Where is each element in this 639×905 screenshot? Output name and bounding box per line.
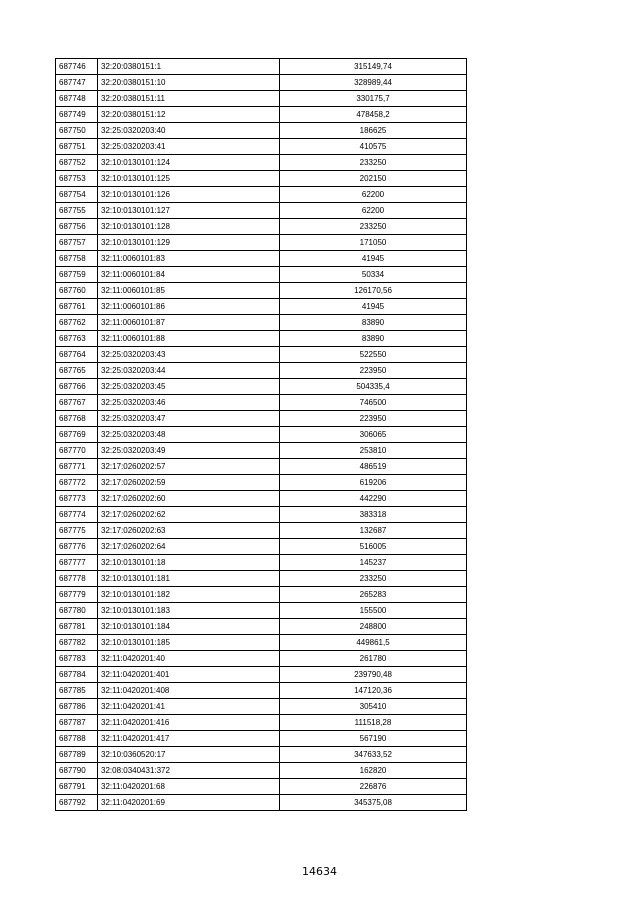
table-row (56, 299, 467, 315)
table-row (56, 555, 467, 571)
row-id-cell: 687754 (56, 187, 98, 203)
cadastral-number-cell: 32:10:0130101:126 (98, 187, 280, 203)
row-id-cell: 687760 (56, 283, 98, 299)
row-id-cell: 687787 (56, 715, 98, 731)
table-row (56, 571, 467, 587)
row-id-cell: 687785 (56, 683, 98, 699)
table-row (56, 795, 467, 811)
table-row (56, 315, 467, 331)
cadastral-number-cell: 32:11:0420201:401 (98, 667, 280, 683)
row-id-cell: 687782 (56, 635, 98, 651)
row-id-cell: 687766 (56, 379, 98, 395)
value-cell: 62200 (280, 187, 467, 203)
value-cell: 261780 (280, 651, 467, 667)
cadastral-number-cell: 32:11:0420201:408 (98, 683, 280, 699)
table-row (56, 91, 467, 107)
row-id-cell: 687756 (56, 219, 98, 235)
row-id-cell: 687748 (56, 91, 98, 107)
table-row (56, 395, 467, 411)
row-id-cell: 687761 (56, 299, 98, 315)
table-row (56, 507, 467, 523)
value-cell: 41945 (280, 299, 467, 315)
row-id-cell: 687755 (56, 203, 98, 219)
value-cell: 233250 (280, 571, 467, 587)
row-id-cell: 687747 (56, 75, 98, 91)
value-cell: 223950 (280, 411, 467, 427)
cadastral-number-cell: 32:25:0320203:49 (98, 443, 280, 459)
value-cell: 233250 (280, 219, 467, 235)
row-id-cell: 687773 (56, 491, 98, 507)
cadastral-number-cell: 32:10:0130101:129 (98, 235, 280, 251)
table-row (56, 155, 467, 171)
table-row (56, 267, 467, 283)
cadastral-number-cell: 32:20:0380151:11 (98, 91, 280, 107)
cadastral-number-cell: 32:25:0320203:44 (98, 363, 280, 379)
row-id-cell: 687777 (56, 555, 98, 571)
records-table (55, 58, 467, 811)
table-row (56, 107, 467, 123)
cadastral-number-cell: 32:08:0340431:372 (98, 763, 280, 779)
cadastral-number-cell: 32:11:0420201:41 (98, 699, 280, 715)
row-id-cell: 687786 (56, 699, 98, 715)
row-id-cell: 687767 (56, 395, 98, 411)
value-cell: 223950 (280, 363, 467, 379)
value-cell: 147120,36 (280, 683, 467, 699)
table-row (56, 475, 467, 491)
value-cell: 328989,44 (280, 75, 467, 91)
value-cell: 126170,56 (280, 283, 467, 299)
table-row (56, 379, 467, 395)
value-cell: 305410 (280, 699, 467, 715)
row-id-cell: 687775 (56, 523, 98, 539)
value-cell: 265283 (280, 587, 467, 603)
value-cell: 449861,5 (280, 635, 467, 651)
cadastral-number-cell: 32:10:0130101:182 (98, 587, 280, 603)
cadastral-number-cell: 32:10:0130101:184 (98, 619, 280, 635)
row-id-cell: 687778 (56, 571, 98, 587)
cadastral-number-cell: 32:20:0380151:10 (98, 75, 280, 91)
row-id-cell: 687759 (56, 267, 98, 283)
table-row (56, 139, 467, 155)
value-cell: 83890 (280, 315, 467, 331)
cadastral-number-cell: 32:17:0260202:60 (98, 491, 280, 507)
value-cell: 619206 (280, 475, 467, 491)
value-cell: 253810 (280, 443, 467, 459)
cadastral-number-cell: 32:11:0060101:85 (98, 283, 280, 299)
cadastral-number-cell: 32:11:0420201:417 (98, 731, 280, 747)
cadastral-number-cell: 32:11:0060101:83 (98, 251, 280, 267)
page-number: 14634 (302, 865, 337, 878)
row-id-cell: 687770 (56, 443, 98, 459)
value-cell: 567190 (280, 731, 467, 747)
table-row (56, 635, 467, 651)
table-row (56, 411, 467, 427)
table-row (56, 651, 467, 667)
value-cell: 345375,08 (280, 795, 467, 811)
row-id-cell: 687776 (56, 539, 98, 555)
table-row (56, 219, 467, 235)
value-cell: 522550 (280, 347, 467, 363)
cadastral-number-cell: 32:17:0260202:59 (98, 475, 280, 491)
value-cell: 41945 (280, 251, 467, 267)
cadastral-number-cell: 32:10:0360520:17 (98, 747, 280, 763)
row-id-cell: 687746 (56, 59, 98, 75)
cadastral-number-cell: 32:17:0260202:63 (98, 523, 280, 539)
row-id-cell: 687763 (56, 331, 98, 347)
value-cell: 111518,28 (280, 715, 467, 731)
table-row (56, 75, 467, 91)
row-id-cell: 687749 (56, 107, 98, 123)
row-id-cell: 687757 (56, 235, 98, 251)
value-cell: 155500 (280, 603, 467, 619)
row-id-cell: 687753 (56, 171, 98, 187)
table-row (56, 427, 467, 443)
row-id-cell: 687751 (56, 139, 98, 155)
row-id-cell: 687765 (56, 363, 98, 379)
value-cell: 239790,48 (280, 667, 467, 683)
value-cell: 171050 (280, 235, 467, 251)
cadastral-number-cell: 32:10:0130101:125 (98, 171, 280, 187)
table-row (56, 539, 467, 555)
table-row (56, 619, 467, 635)
cadastral-number-cell: 32:25:0320203:43 (98, 347, 280, 363)
value-cell: 383318 (280, 507, 467, 523)
row-id-cell: 687762 (56, 315, 98, 331)
table-row (56, 363, 467, 379)
cadastral-number-cell: 32:20:0380151:12 (98, 107, 280, 123)
value-cell: 162820 (280, 763, 467, 779)
cadastral-number-cell: 32:11:0420201:68 (98, 779, 280, 795)
row-id-cell: 687780 (56, 603, 98, 619)
row-id-cell: 687768 (56, 411, 98, 427)
value-cell: 478458,2 (280, 107, 467, 123)
cadastral-number-cell: 32:25:0320203:45 (98, 379, 280, 395)
cadastral-number-cell: 32:11:0060101:86 (98, 299, 280, 315)
table-row (56, 171, 467, 187)
table-row (56, 715, 467, 731)
cadastral-number-cell: 32:17:0260202:64 (98, 539, 280, 555)
cadastral-number-cell: 32:11:0060101:88 (98, 331, 280, 347)
table-row (56, 683, 467, 699)
cadastral-number-cell: 32:11:0420201:416 (98, 715, 280, 731)
row-id-cell: 687783 (56, 651, 98, 667)
value-cell: 306065 (280, 427, 467, 443)
cadastral-number-cell: 32:11:0060101:84 (98, 267, 280, 283)
value-cell: 410575 (280, 139, 467, 155)
value-cell: 62200 (280, 203, 467, 219)
cadastral-number-cell: 32:25:0320203:46 (98, 395, 280, 411)
table-row (56, 459, 467, 475)
cadastral-number-cell: 32:10:0130101:124 (98, 155, 280, 171)
cadastral-number-cell: 32:17:0260202:57 (98, 459, 280, 475)
row-id-cell: 687771 (56, 459, 98, 475)
row-id-cell: 687789 (56, 747, 98, 763)
value-cell: 132687 (280, 523, 467, 539)
cadastral-number-cell: 32:25:0320203:40 (98, 123, 280, 139)
row-id-cell: 687791 (56, 779, 98, 795)
cadastral-number-cell: 32:25:0320203:48 (98, 427, 280, 443)
value-cell: 330175,7 (280, 91, 467, 107)
cadastral-number-cell: 32:11:0060101:87 (98, 315, 280, 331)
cadastral-number-cell: 32:10:0130101:127 (98, 203, 280, 219)
table-row (56, 251, 467, 267)
value-cell: 347633,52 (280, 747, 467, 763)
value-cell: 486519 (280, 459, 467, 475)
cadastral-number-cell: 32:10:0130101:128 (98, 219, 280, 235)
value-cell: 233250 (280, 155, 467, 171)
cadastral-number-cell: 32:10:0130101:183 (98, 603, 280, 619)
table-row (56, 731, 467, 747)
row-id-cell: 687758 (56, 251, 98, 267)
table-row (56, 747, 467, 763)
row-id-cell: 687790 (56, 763, 98, 779)
cadastral-number-cell: 32:10:0130101:181 (98, 571, 280, 587)
cadastral-number-cell: 32:20:0380151:1 (98, 59, 280, 75)
row-id-cell: 687772 (56, 475, 98, 491)
value-cell: 248800 (280, 619, 467, 635)
row-id-cell: 687769 (56, 427, 98, 443)
table-row (56, 331, 467, 347)
table-row (56, 59, 467, 75)
table-row (56, 443, 467, 459)
cadastral-number-cell: 32:10:0130101:18 (98, 555, 280, 571)
cadastral-number-cell: 32:25:0320203:41 (98, 139, 280, 155)
row-id-cell: 687781 (56, 619, 98, 635)
row-id-cell: 687779 (56, 587, 98, 603)
table-row (56, 203, 467, 219)
row-id-cell: 687784 (56, 667, 98, 683)
value-cell: 145237 (280, 555, 467, 571)
row-id-cell: 687792 (56, 795, 98, 811)
row-id-cell: 687750 (56, 123, 98, 139)
table-row (56, 235, 467, 251)
table-row (56, 283, 467, 299)
table-row (56, 779, 467, 795)
table-row (56, 187, 467, 203)
value-cell: 504335,4 (280, 379, 467, 395)
table-row (56, 491, 467, 507)
table-row (56, 763, 467, 779)
value-cell: 226876 (280, 779, 467, 795)
value-cell: 186625 (280, 123, 467, 139)
records-table-body (56, 59, 467, 811)
table-row (56, 603, 467, 619)
row-id-cell: 687764 (56, 347, 98, 363)
table-row (56, 523, 467, 539)
row-id-cell: 687752 (56, 155, 98, 171)
value-cell: 442290 (280, 491, 467, 507)
value-cell: 315149,74 (280, 59, 467, 75)
cadastral-number-cell: 32:11:0420201:40 (98, 651, 280, 667)
row-id-cell: 687788 (56, 731, 98, 747)
cadastral-number-cell: 32:10:0130101:185 (98, 635, 280, 651)
row-id-cell: 687774 (56, 507, 98, 523)
cadastral-number-cell: 32:17:0260202:62 (98, 507, 280, 523)
table-row (56, 667, 467, 683)
table-row (56, 347, 467, 363)
value-cell: 516005 (280, 539, 467, 555)
cadastral-number-cell: 32:11:0420201:69 (98, 795, 280, 811)
table-row (56, 587, 467, 603)
value-cell: 50334 (280, 267, 467, 283)
cadastral-number-cell: 32:25:0320203:47 (98, 411, 280, 427)
table-row (56, 699, 467, 715)
table-row (56, 123, 467, 139)
value-cell: 202150 (280, 171, 467, 187)
value-cell: 83890 (280, 331, 467, 347)
value-cell: 746500 (280, 395, 467, 411)
